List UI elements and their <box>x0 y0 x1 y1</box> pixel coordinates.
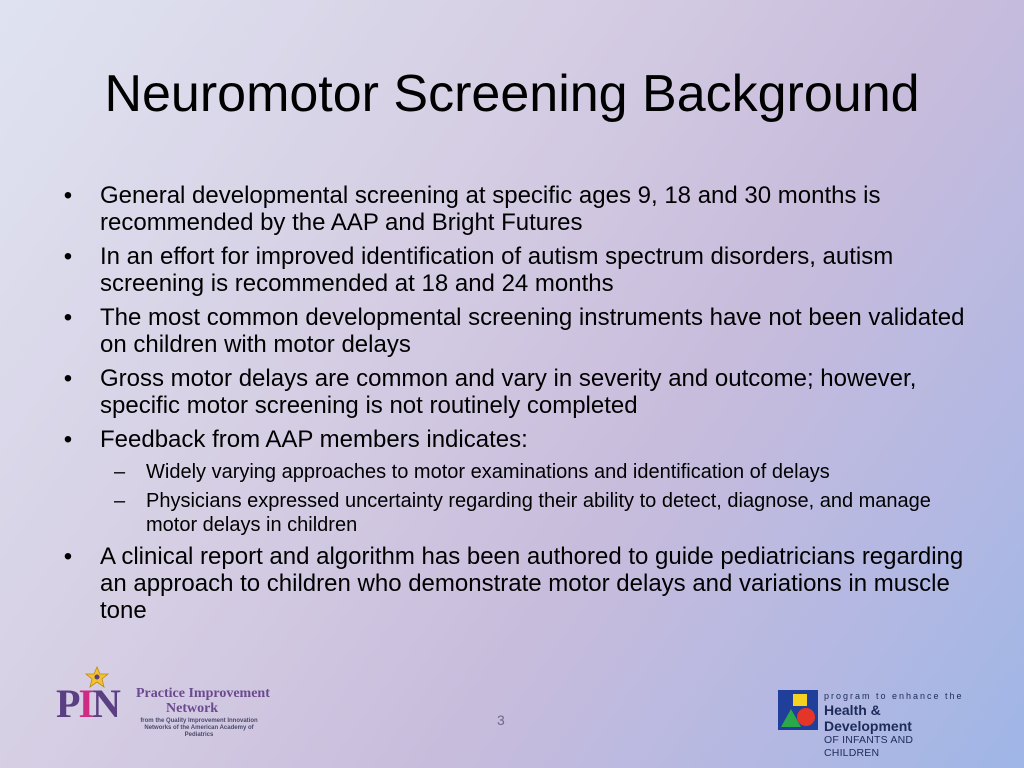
bullet-item <box>58 182 968 236</box>
bullet-dot: • <box>63 243 73 270</box>
bullet-dot: • <box>63 365 73 392</box>
bullet-item <box>58 426 968 453</box>
bullet-item <box>58 304 968 358</box>
pin-letter-i: I <box>78 681 93 726</box>
bullet-text: A clinical report and algorithm has been authored to guide pediatricians regarding an approach to children who demonstrate motor delays and variations in muscle tone <box>100 543 964 624</box>
bullet-item <box>58 543 968 624</box>
bullet-text: Feedback from AAP members indicates: <box>100 426 528 453</box>
pin-name-line2: Network <box>166 701 219 716</box>
sub-bullet-dash: – <box>114 490 126 512</box>
bullet-text: The most common developmental screening instruments have not been validated on children with motor delays <box>100 304 965 358</box>
pin-name-line1: Practice Improvement <box>136 686 270 701</box>
sub-bullet-item <box>58 460 968 484</box>
sub-bullet-list <box>58 460 968 537</box>
hd-line2: Health & Development <box>824 702 912 734</box>
sub-bullet-item <box>58 489 968 537</box>
bullet-item <box>58 243 968 297</box>
bullet-list <box>58 182 968 631</box>
bullet-text: In an effort for improved identification of autism spectrum disorders, autism screening is recommended at 18 and 24 months <box>100 243 894 297</box>
pin-letter-n: N <box>92 681 119 726</box>
shapes-logo-icon <box>778 690 818 730</box>
hd-line1: program to enhance the <box>824 691 964 701</box>
bullet-text: General developmental screening at specific ages 9, 18 and 30 months is recommended by the AAP and Bright Futures <box>100 182 881 236</box>
pin-logo-subtext: from the Quality Improvement Innovation Networks of the American Academy of Pediatrics <box>140 718 258 738</box>
bullet-item <box>58 365 968 419</box>
bullet-dot: • <box>63 182 73 209</box>
hd-line3: OF INFANTS AND CHILDREN <box>824 734 914 759</box>
sub-bullet-text: Physicians expressed uncertainty regarding their ability to detect, diagnose, and manage motor delays in children <box>146 490 931 536</box>
bullet-text: Gross motor delays are common and vary in severity and outcome; however, specific motor screening is not routinely completed <box>100 365 917 419</box>
bullet-dot: • <box>63 304 73 331</box>
bullet-dot: • <box>63 543 73 570</box>
pin-letter-p: P <box>56 681 79 726</box>
slide-number: 3 <box>497 712 505 728</box>
pin-logo-letters <box>56 680 119 727</box>
sub-bullet-dash: – <box>114 461 126 483</box>
pin-logo <box>56 666 276 746</box>
sub-bullet-text: Widely varying approaches to motor examinations and identification of delays <box>146 461 830 483</box>
health-development-logo <box>778 690 968 759</box>
health-development-text <box>824 690 968 760</box>
pin-logo-name <box>136 686 270 716</box>
slide-title: Neuromotor Screening Background <box>104 65 920 123</box>
bullet-dot: • <box>63 426 73 453</box>
